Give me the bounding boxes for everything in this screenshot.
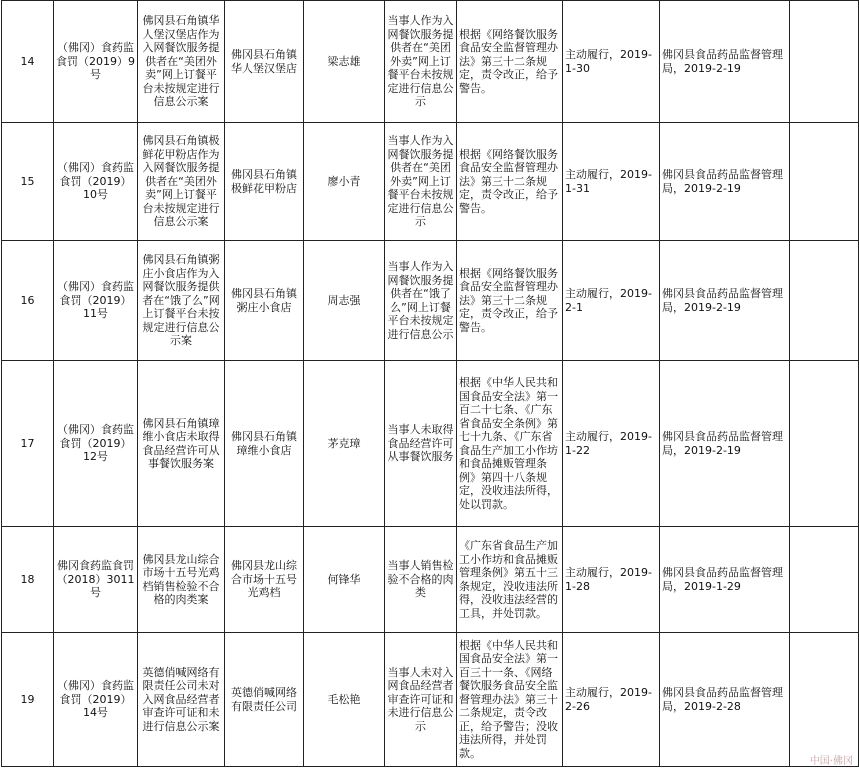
penalty-basis: 根据《网络餐饮服务食品安全监督管理办法》第三十二条规定，责令改正，给予警告。 [457, 1, 563, 123]
row-number: 19 [2, 633, 54, 767]
violation-facts: 当事人作为入网餐饮服务提供者在“饿了么”网上订餐平台未按规定进行信息公示 [385, 241, 457, 361]
watermark: 中国·佛冈 [809, 756, 853, 767]
document-number: （佛冈）食药监食罚（2019）12号 [54, 361, 138, 527]
remarks [790, 123, 859, 241]
violation-facts: 当事人未取得食品经营许可从事餐饮服务 [385, 361, 457, 527]
decision-authority: 佛冈县食品药品监督管理局，2019-2-19 [660, 241, 790, 361]
legal-representative: 何锋华 [304, 527, 385, 633]
legal-representative: 毛松艳 [304, 633, 385, 767]
execution-date: 主动履行，2019-2-26 [563, 633, 660, 767]
execution-date: 主动履行，2019-1-28 [563, 527, 660, 633]
row-number: 14 [2, 1, 54, 123]
penalty-table [1, 0, 859, 767]
execution-date: 主动履行，2019-2-1 [563, 241, 660, 361]
row-number: 16 [2, 241, 54, 361]
document-number: 佛冈食药监食罚（2018）3011号 [54, 527, 138, 633]
table-row [2, 361, 859, 527]
party-name: 佛冈县石角镇粥庄小食店 [225, 241, 304, 361]
penalty-basis: 根据《中华人民共和国食品安全法》第一百二十七条、《广东省食品安全条例》第七十九条、《广东省食品生产加工小作坊和食品摊贩管理条例》第四十八条规定，没收违法所得，处以罚款。 [457, 361, 563, 527]
case-name: 英德俏喊网络有限责任公司未对入网食品经营者审查许可证和未进行信息公示案 [138, 633, 225, 767]
decision-authority: 佛冈县食品药品监督管理局，2019-2-19 [660, 1, 790, 123]
legal-representative: 周志强 [304, 241, 385, 361]
decision-authority: 佛冈县食品药品监督管理局，2019-2-28 [660, 633, 790, 767]
document-number: （佛冈）食药监食罚（2019）9号 [54, 1, 138, 123]
penalty-basis: 《广东省食品生产加工小作坊和食品摊贩管理条例》第五十三条规定，没收违法所得，没收违法经营的工具，并处罚款。 [457, 527, 563, 633]
penalty-basis: 根据《网络餐饮服务食品安全监督管理办法》第三十二条规定，责令改正，给予警告。 [457, 123, 563, 241]
remarks [790, 241, 859, 361]
table-row [2, 1, 859, 123]
document-number: （佛冈）食药监食罚（2019）11号 [54, 241, 138, 361]
document-number: （佛冈）食药监食罚（2019）10号 [54, 123, 138, 241]
decision-authority: 佛冈县食品药品监督管理局，2019-2-19 [660, 361, 790, 527]
party-name: 英德俏喊网络有限责任公司 [225, 633, 304, 767]
legal-representative: 茅克璋 [304, 361, 385, 527]
case-name: 佛冈县石角镇极鲜花甲粉店作为入网餐饮服务提供者在“美团外卖”网上订餐平台未按规定进行信息公示案 [138, 123, 225, 241]
case-name: 佛冈县石角镇粥庄小食店作为入网餐饮服务提供者在“饿了么”网上订餐平台未按规定进行信息公示案 [138, 241, 225, 361]
violation-facts: 当事人作为入网餐饮服务提供者在“美团外卖”网上订餐平台未按规定进行信息公示 [385, 123, 457, 241]
decision-authority: 佛冈县食品药品监督管理局，2019-1-29 [660, 527, 790, 633]
execution-date: 主动履行，2019-1-22 [563, 361, 660, 527]
party-name: 佛冈县石角镇极鲜花甲粉店 [225, 123, 304, 241]
case-name: 佛冈县龙山综合市场十五号光鸡档销售检验不合格的肉类案 [138, 527, 225, 633]
case-name: 佛冈县石角镇璋维小食店未取得食品经营许可从事餐饮服务案 [138, 361, 225, 527]
row-number: 18 [2, 527, 54, 633]
row-number: 17 [2, 361, 54, 527]
remarks [790, 1, 859, 123]
execution-date: 主动履行，2019-1-31 [563, 123, 660, 241]
legal-representative: 梁志雄 [304, 1, 385, 123]
party-name: 佛冈县石角镇华人堡汉堡店 [225, 1, 304, 123]
party-name: 佛冈县石角镇璋维小食店 [225, 361, 304, 527]
table-row [2, 241, 859, 361]
penalty-basis: 根据《网络餐饮服务食品安全监督管理办法》第三十二条规定，责令改正，给予警告。 [457, 241, 563, 361]
violation-facts: 当事人作为入网餐饮服务提供者在“美团外卖”网上订餐平台未按规定进行信息公示 [385, 1, 457, 123]
document-number: （佛冈）食药监食罚（2019）14号 [54, 633, 138, 767]
violation-facts: 当事人销售检验不合格的肉类 [385, 527, 457, 633]
party-name: 佛冈县龙山综合市场十五号光鸡档 [225, 527, 304, 633]
violation-facts: 当事人未对入网食品经营者审查许可证和未进行信息公示 [385, 633, 457, 767]
table-row [2, 633, 859, 767]
case-name: 佛冈县石角镇华人堡汉堡店作为入网餐饮服务提供者在“美团外卖”网上订餐平台未按规定进行信息公示案 [138, 1, 225, 123]
table-row [2, 527, 859, 633]
remarks [790, 633, 859, 767]
penalty-basis: 根据《中华人民共和国食品安全法》第一百三十一条、《网络餐饮服务食品安全监督管理办法》第三十二条规定，责令改正，给予警告；没收违法所得，并处罚款。 [457, 633, 563, 767]
execution-date: 主动履行，2019-1-30 [563, 1, 660, 123]
decision-authority: 佛冈县食品药品监督管理局，2019-2-19 [660, 123, 790, 241]
table-row [2, 123, 859, 241]
remarks [790, 527, 859, 633]
remarks [790, 361, 859, 527]
row-number: 15 [2, 123, 54, 241]
legal-representative: 廖小青 [304, 123, 385, 241]
